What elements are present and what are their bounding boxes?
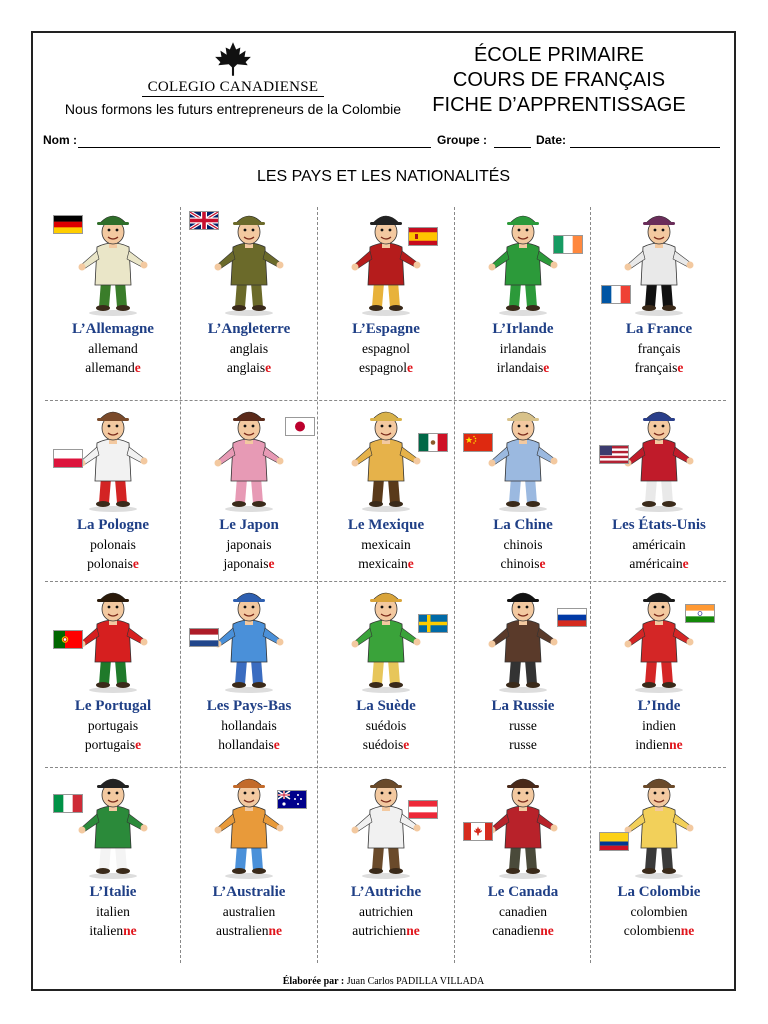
feminine-suffix: e <box>403 737 410 752</box>
feminine-suffix: ne <box>406 923 420 938</box>
masculine-nationality: italien <box>96 904 130 919</box>
footer-label: Élaborée par : <box>282 976 345 987</box>
masculine-nationality: indien <box>642 718 676 733</box>
feminine-nationality <box>181 554 317 573</box>
feminine-suffix: ne <box>680 923 695 938</box>
country-name: L’Italie <box>89 884 137 900</box>
feminine-suffix: ne <box>123 923 137 938</box>
masculine-nationality: mexicain <box>361 537 411 552</box>
author-footer <box>33 976 734 987</box>
footer-author: Juan Carlos PADILLA VILLADA <box>346 976 485 987</box>
feminine-nationality <box>591 554 727 573</box>
feminine-nationality <box>455 554 591 573</box>
country-illustration <box>463 770 583 880</box>
netherlands-flag-icon <box>189 628 219 647</box>
name-label: Nom : <box>43 133 77 147</box>
country-card <box>591 403 727 573</box>
feminine-suffix: e <box>132 556 139 571</box>
feminine-nationality <box>318 554 454 573</box>
country-card <box>45 207 181 377</box>
country-illustration <box>599 770 719 880</box>
country-name: Le Japon <box>219 517 279 533</box>
date-field[interactable] <box>570 147 720 148</box>
feminine-suffix: ne <box>540 923 554 938</box>
australia-flag-icon <box>277 790 307 809</box>
feminine-nationality <box>45 921 181 940</box>
feminine-nationality <box>181 921 317 940</box>
country-card <box>318 770 454 940</box>
cartoon-character-illustration <box>463 584 583 694</box>
feminine-stem: irlandais <box>496 360 544 375</box>
feminine-stem: indien <box>635 737 670 752</box>
masculine-nationality: chinois <box>503 537 543 552</box>
country-card <box>591 207 727 377</box>
feminine-nationality <box>455 921 591 940</box>
country-name: La Chine <box>493 517 553 533</box>
row-divider <box>45 767 726 768</box>
feminine-nationality <box>45 554 181 573</box>
feminine-nationality <box>591 358 727 377</box>
date-label: Date: <box>536 133 567 147</box>
feminine-nationality <box>181 358 317 377</box>
country-card <box>455 770 591 940</box>
maple-leaf-icon <box>212 41 254 77</box>
country-illustration <box>326 584 446 694</box>
country-illustration <box>189 770 309 880</box>
country-card <box>455 207 591 377</box>
name-field[interactable] <box>78 147 431 148</box>
row-divider <box>45 400 726 401</box>
masculine-nationality: anglais <box>229 341 269 356</box>
country-illustration <box>189 403 309 513</box>
masculine-nationality: portugais <box>87 718 139 733</box>
country-name: La Pologne <box>76 517 150 533</box>
country-card <box>318 584 454 754</box>
country-card <box>45 584 181 754</box>
feminine-suffix: e <box>135 737 142 752</box>
country-name: L’Espagne <box>352 321 420 337</box>
ireland-flag-icon <box>553 235 583 254</box>
country-card <box>181 770 317 940</box>
china-flag-icon <box>463 433 493 452</box>
feminine-nationality <box>318 735 454 754</box>
feminine-stem: russe <box>509 737 537 752</box>
country-card <box>181 403 317 573</box>
feminine-nationality <box>318 921 454 940</box>
japan-flag-icon <box>285 417 315 436</box>
country-name: Le Canada <box>487 884 559 900</box>
country-illustration <box>326 207 446 317</box>
feminine-nationality <box>455 358 591 377</box>
group-label: Groupe : <box>437 133 487 147</box>
country-name: Le Mexique <box>347 517 425 533</box>
feminine-suffix: ne <box>669 737 683 752</box>
title-line-sheet: FICHE D’APPRENTISSAGE <box>432 94 686 116</box>
feminine-suffix: e <box>539 556 546 571</box>
country-card <box>455 584 591 754</box>
country-card <box>45 403 181 573</box>
worksheet-frame <box>31 31 736 991</box>
country-name: L’Angleterre <box>207 321 291 337</box>
france-flag-icon <box>601 285 631 304</box>
feminine-stem: canadien <box>492 923 541 938</box>
feminine-nationality <box>318 358 454 377</box>
country-name: La Suède <box>356 698 416 714</box>
feminine-nationality <box>45 735 181 754</box>
masculine-nationality: australien <box>222 904 276 919</box>
title-line-school: ÉCOLE PRIMAIRE <box>473 44 645 66</box>
feminine-nationality <box>591 735 727 754</box>
feminine-nationality <box>45 358 181 377</box>
feminine-suffix: e <box>407 360 413 375</box>
country-illustration <box>53 403 173 513</box>
country-name: L’Autriche <box>350 884 422 900</box>
feminine-stem: américain <box>629 556 683 571</box>
country-name: L’Irlande <box>492 321 554 337</box>
cartoon-character-illustration <box>326 403 446 513</box>
feminine-suffix: e <box>682 556 689 571</box>
feminine-stem: français <box>634 360 678 375</box>
country-illustration <box>53 584 173 694</box>
country-illustration <box>463 584 583 694</box>
worksheet-titles <box>414 43 704 118</box>
country-card <box>591 770 727 940</box>
feminine-stem: suédois <box>362 737 404 752</box>
germany-flag-icon <box>53 215 83 234</box>
country-illustration <box>599 584 719 694</box>
mexico-flag-icon <box>418 433 448 452</box>
feminine-stem: mexicain <box>358 556 408 571</box>
cartoon-character-illustration <box>326 207 446 317</box>
feminine-suffix: e <box>677 360 684 375</box>
feminine-stem: australien <box>216 923 269 938</box>
masculine-nationality: irlandais <box>499 341 547 356</box>
feminine-stem: allemand <box>85 360 135 375</box>
feminine-suffix: e <box>273 737 280 752</box>
countries-grid <box>45 203 726 963</box>
country-illustration <box>189 584 309 694</box>
country-illustration <box>599 207 719 317</box>
country-card <box>318 207 454 377</box>
masculine-nationality: allemand <box>88 341 138 356</box>
country-name: La Russie <box>491 698 555 714</box>
country-card <box>181 207 317 377</box>
cartoon-character-illustration <box>463 403 583 513</box>
feminine-stem: portugais <box>84 737 136 752</box>
feminine-nationality <box>455 735 591 754</box>
uk-flag-icon <box>189 211 219 230</box>
feminine-stem: espagnol <box>359 360 407 375</box>
sweden-flag-icon <box>418 614 448 633</box>
canada-flag-icon <box>463 822 493 841</box>
italy-flag-icon <box>53 794 83 813</box>
country-illustration <box>599 403 719 513</box>
feminine-suffix: ne <box>268 923 282 938</box>
country-illustration <box>463 207 583 317</box>
feminine-stem: italien <box>89 923 124 938</box>
masculine-nationality: espagnol <box>362 341 410 356</box>
masculine-nationality: américain <box>632 537 686 552</box>
country-name: Les États-Unis <box>612 517 706 533</box>
school-logo-block <box>53 41 413 117</box>
masculine-nationality: suédois <box>365 718 407 733</box>
feminine-suffix: e <box>268 556 275 571</box>
poland-flag-icon <box>53 449 83 468</box>
feminine-suffix: e <box>134 360 141 375</box>
portugal-flag-icon <box>53 630 83 649</box>
country-name: Les Pays-Bas <box>206 698 292 714</box>
masculine-nationality: autrichien <box>359 904 413 919</box>
country-name: La France <box>625 321 693 337</box>
group-field[interactable] <box>494 147 531 148</box>
austria-flag-icon <box>408 800 438 819</box>
title-line-course: COURS DE FRANÇAIS <box>452 69 666 91</box>
feminine-suffix: e <box>543 360 550 375</box>
cartoon-character-illustration <box>326 770 446 880</box>
cartoon-character-illustration <box>599 770 719 880</box>
country-card <box>455 403 591 573</box>
masculine-nationality: français <box>637 341 681 356</box>
feminine-stem: hollandais <box>218 737 274 752</box>
feminine-stem: chinois <box>500 556 540 571</box>
country-name: Le Portugal <box>74 698 152 714</box>
usa-flag-icon <box>599 445 629 464</box>
masculine-nationality: russe <box>509 718 537 733</box>
cartoon-character-illustration <box>463 207 583 317</box>
colombia-flag-icon <box>599 832 629 851</box>
country-name: L’Inde <box>637 698 681 714</box>
country-illustration <box>326 770 446 880</box>
country-card <box>181 584 317 754</box>
row-divider <box>45 581 726 582</box>
feminine-stem: polonais <box>87 556 133 571</box>
masculine-nationality: polonais <box>90 537 136 552</box>
feminine-stem: japonais <box>223 556 269 571</box>
feminine-nationality <box>591 921 727 940</box>
feminine-nationality <box>181 735 317 754</box>
cartoon-character-illustration <box>53 770 173 880</box>
school-motto: Nous formons les futurs entrepreneurs de la Colombie <box>64 101 402 117</box>
country-name: La Colombie <box>617 884 701 900</box>
feminine-stem: colombien <box>623 923 681 938</box>
masculine-nationality: canadien <box>499 904 547 919</box>
masculine-nationality: japonais <box>226 537 272 552</box>
section-title: LES PAYS ET LES NATIONALITÉS <box>256 168 511 185</box>
feminine-stem: anglais <box>226 360 266 375</box>
cartoon-character-illustration <box>599 584 719 694</box>
feminine-suffix: e <box>407 556 414 571</box>
spain-flag-icon <box>408 227 438 246</box>
masculine-nationality: hollandais <box>221 718 277 733</box>
country-illustration <box>326 403 446 513</box>
country-name: L’Allemagne <box>72 321 154 337</box>
india-flag-icon <box>685 604 715 623</box>
country-illustration <box>53 207 173 317</box>
cartoon-character-illustration <box>326 584 446 694</box>
school-name: COLEGIO CANADIENSE <box>142 79 325 97</box>
country-illustration <box>463 403 583 513</box>
feminine-suffix: e <box>265 360 272 375</box>
feminine-stem: autrichien <box>352 923 407 938</box>
russia-flag-icon <box>557 608 587 627</box>
country-name: L’Australie <box>212 884 286 900</box>
country-illustration <box>189 207 309 317</box>
country-illustration <box>53 770 173 880</box>
cartoon-character-illustration <box>189 770 309 880</box>
country-card <box>591 584 727 754</box>
country-card <box>45 770 181 940</box>
country-card <box>318 403 454 573</box>
masculine-nationality: colombien <box>630 904 688 919</box>
